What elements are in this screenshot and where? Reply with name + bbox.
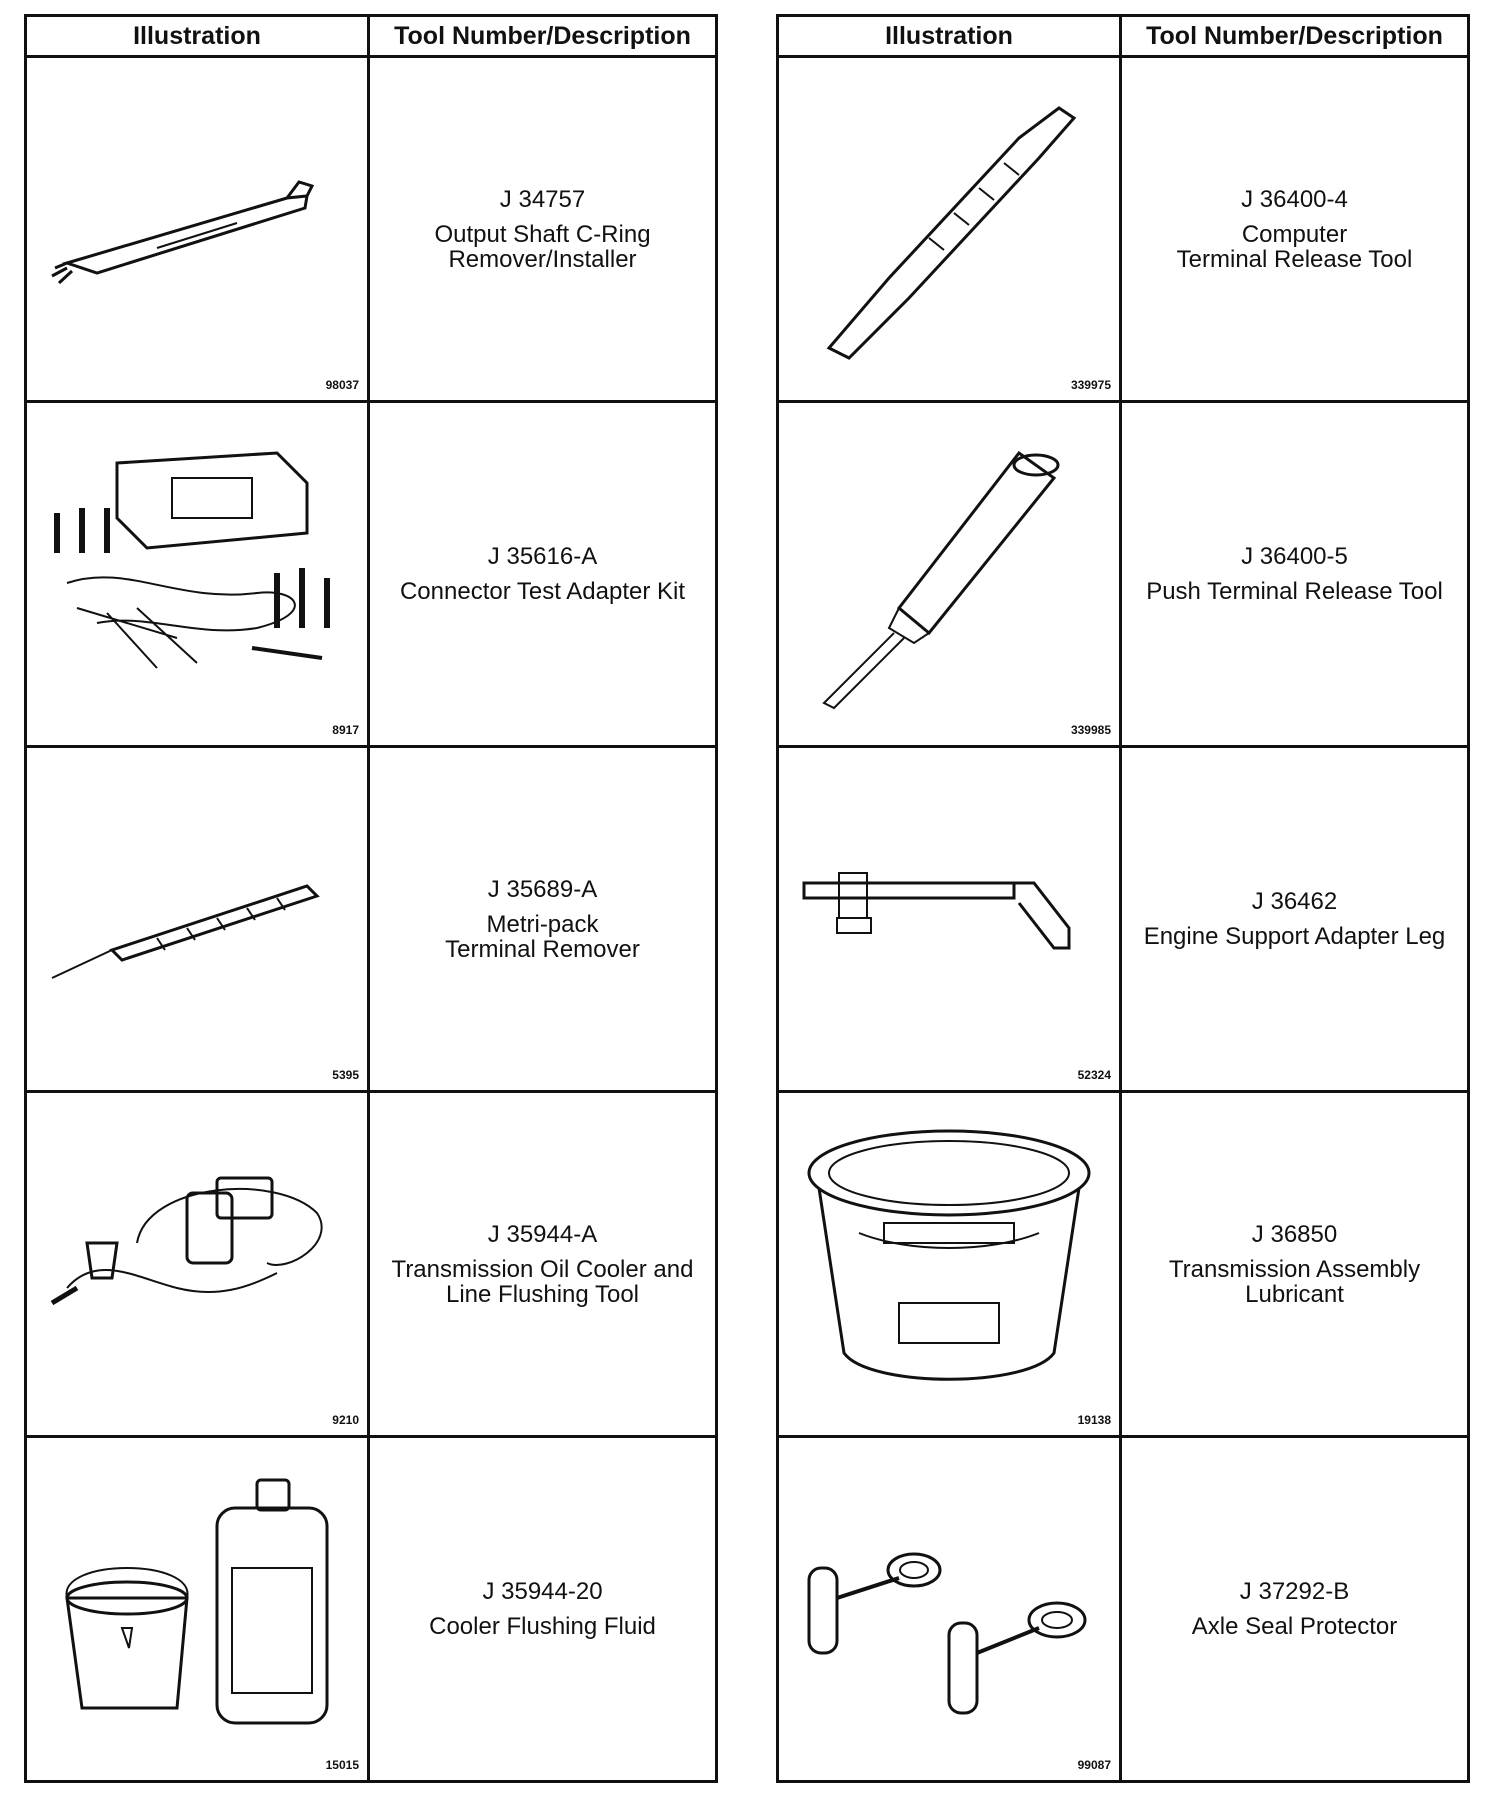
tool-description-line2: Lubricant [1245,1280,1344,1308]
adapter-kit-icon [37,423,357,713]
table-row [27,58,715,403]
table-row [27,403,715,748]
tool-number: J 35944-A [487,1220,598,1248]
figure-number: 99087 [1077,1758,1111,1772]
header-illustration: Illustration [779,17,1122,55]
lubricant-tub-icon [789,1113,1109,1403]
tool-number: J 36400-4 [1241,185,1348,213]
figure-number: 5395 [332,1068,359,1082]
push-tool-icon [789,423,1109,713]
c-ring-tool-icon [37,78,357,368]
tool-description [370,403,715,745]
figure-number: 98037 [325,378,359,392]
figure-number: 339975 [1070,378,1111,392]
tool-table-right [776,14,1470,1783]
tool-description-line1: Computer [1241,220,1348,248]
flushing-tool-icon [37,1113,357,1403]
tool-description [370,58,715,400]
tool-description-line1: Transmission Assembly [1168,1255,1421,1283]
illustration-cell [779,403,1122,745]
tool-number: J 35689-A [487,875,598,903]
tool-description-line2: Terminal Release Tool [1176,245,1413,273]
header-tool-description: Tool Number/Description [394,21,691,50]
illustration-cell [779,58,1122,400]
table-row [27,1438,715,1780]
tool-number: J 35616-A [487,543,598,570]
illustration-cell [779,1093,1122,1435]
terminal-remover-icon [37,768,357,1058]
tool-description [370,748,715,1090]
tool-description [1122,403,1467,745]
tool-number: J 36850 [1251,1220,1338,1248]
tool-number: J 35944-20 [482,1578,603,1605]
tool-description-line2: Line Flushing Tool [445,1280,640,1308]
tool-description [1122,1093,1467,1435]
table-row [27,1093,715,1438]
axle-seal-protector-icon [789,1458,1109,1748]
table-header [779,17,1467,58]
figure-number: 52324 [1077,1068,1111,1082]
illustration-cell [779,748,1122,1090]
tool-description [1122,748,1467,1090]
tool-description [370,1093,715,1435]
tool-description [1122,1438,1467,1780]
illustration-cell [27,58,370,400]
tool-description-line2: Terminal Remover [445,935,640,963]
table-header [27,17,715,58]
header-tool-description: Tool Number/Description [1146,21,1443,50]
header-illustration: Illustration [27,17,370,55]
tool-description-line1: Push Terminal Release Tool [1146,578,1443,605]
tool-description-line1: Engine Support Adapter Leg [1143,923,1446,950]
tool-number: J 36400-5 [1241,543,1348,570]
tool-description-line1: Axle Seal Protector [1191,1613,1398,1640]
release-tool-icon [789,78,1109,368]
flushing-fluid-icon [37,1458,357,1748]
figure-number: 15015 [325,1758,359,1772]
tool-description-line1: Cooler Flushing Fluid [429,1613,656,1640]
illustration-cell [27,1438,370,1780]
figure-number: 339985 [1070,723,1111,737]
illustration-cell [27,748,370,1090]
tool-description [1122,58,1467,400]
tool-description-line1: Output Shaft C-Ring [434,220,651,248]
tool-number: J 37292-B [1239,1578,1350,1605]
tool-description-line1: Metri-pack [486,910,599,938]
figure-number: 9210 [332,1413,359,1427]
table-row [779,403,1467,748]
adapter-leg-icon [789,768,1109,1058]
table-row [779,1093,1467,1438]
figure-number: 19138 [1077,1413,1111,1427]
table-row [27,748,715,1093]
table-row [779,748,1467,1093]
illustration-cell [27,1093,370,1435]
tool-description-line1: Connector Test Adapter Kit [399,578,686,605]
illustration-cell [27,403,370,745]
tool-number: J 34757 [499,185,586,213]
table-row [779,58,1467,403]
tool-number: J 36462 [1251,888,1338,915]
tool-table-left [24,14,718,1783]
table-row [779,1438,1467,1780]
illustration-cell [779,1438,1122,1780]
tool-description-line2: Remover/Installer [448,245,637,273]
figure-number: 8917 [332,723,359,737]
tool-description-line1: Transmission Oil Cooler and [391,1255,694,1283]
tool-description [370,1438,715,1780]
